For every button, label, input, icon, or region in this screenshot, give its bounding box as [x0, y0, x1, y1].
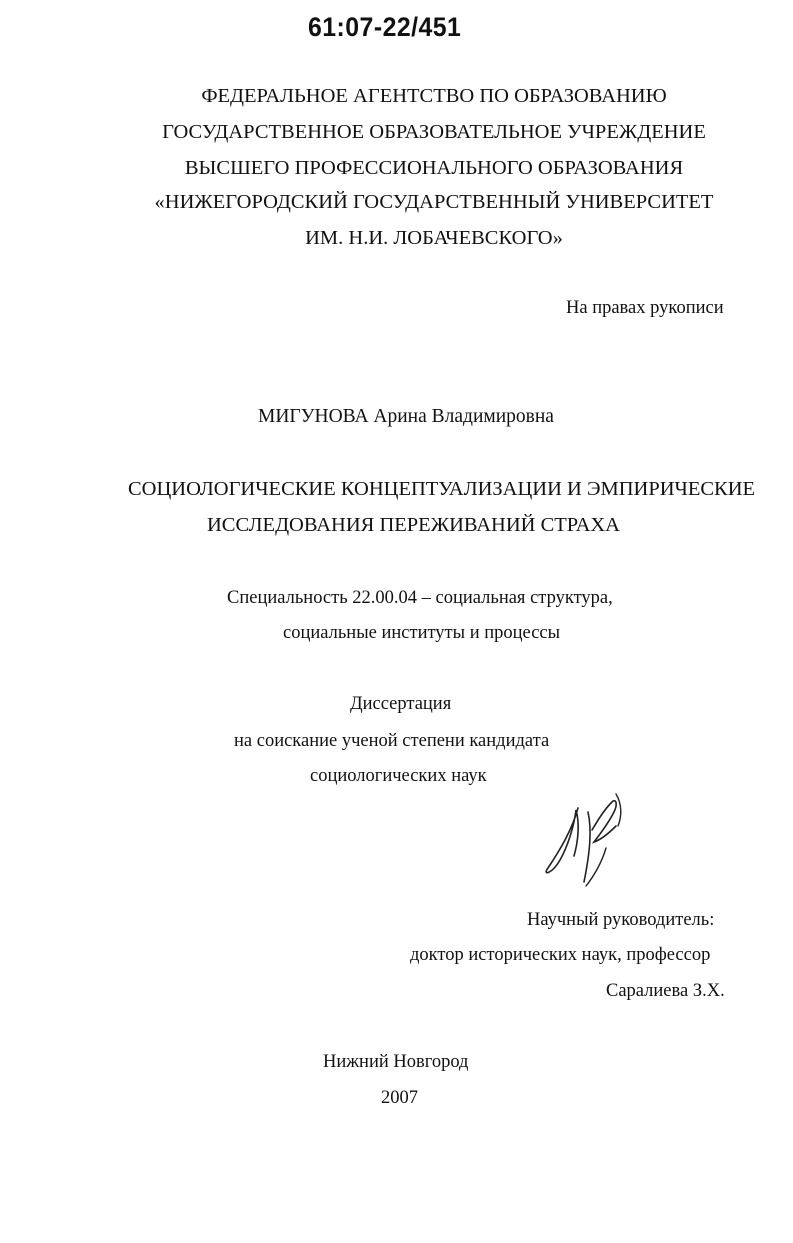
signature-stroke	[546, 808, 578, 873]
signature	[530, 790, 640, 890]
supervisor-label: Научный руководитель:	[527, 910, 715, 930]
specialty-line-2: социальные институты и процессы	[283, 623, 561, 643]
author-name: МИГУНОВА Арина Владимировна	[258, 406, 554, 427]
specialty-line-1: Специальность 22.00.04 – социальная структура,	[227, 588, 613, 608]
signature-stroke	[584, 801, 616, 882]
dissertation-label: Диссертация	[350, 694, 452, 714]
supervisor-degree: доктор исторических наук, профессор	[410, 945, 711, 965]
title-line-2: ИССЛЕДОВАНИЯ ПЕРЕЖИВАНИЙ СТРАХА	[207, 514, 620, 536]
header-line-2: ГОСУДАРСТВЕННОЕ ОБРАЗОВАТЕЛЬНОЕ УЧРЕЖДЕНИЕ	[162, 121, 706, 143]
title-line-1: СОЦИОЛОГИЧЕСКИЕ КОНЦЕПТУАЛИЗАЦИИ И ЭМПИРИЧЕСКИЕ	[128, 478, 756, 500]
year: 2007	[381, 1088, 418, 1108]
dissertation-degree: на соискание ученой степени кандидата	[234, 731, 550, 751]
header-line-5: ИМ. Н.И. ЛОБАЧЕВСКОГО»	[305, 227, 563, 249]
header-line-4: «НИЖЕГОРОДСКИЙ ГОСУДАРСТВЕННЫЙ УНИВЕРСИТЕТ	[154, 191, 714, 213]
dissertation-field: социологических наук	[310, 766, 487, 786]
header-line-1: ФЕДЕРАЛЬНОЕ АГЕНТСТВО ПО ОБРАЗОВАНИЮ	[201, 85, 667, 107]
place: Нижний Новгород	[323, 1052, 469, 1072]
supervisor-name: Саралиева З.Х.	[606, 981, 725, 1001]
manuscript-note: На правах рукописи	[566, 298, 724, 318]
header-line-3: ВЫСШЕГО ПРОФЕССИОНАЛЬНОГО ОБРАЗОВАНИЯ	[184, 157, 684, 179]
archive-stamp: 61:07-22/451	[308, 12, 462, 42]
